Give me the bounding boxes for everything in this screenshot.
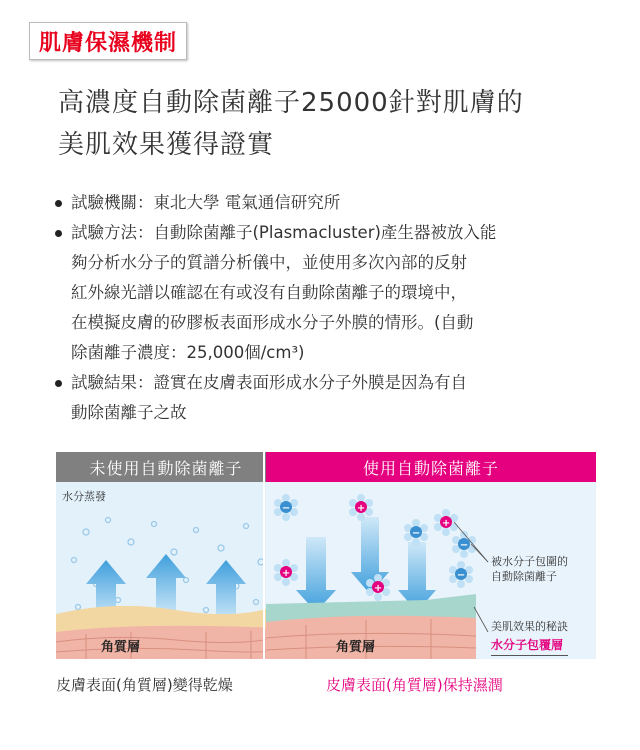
ion-cluster-icon xyxy=(404,519,428,546)
film-callout xyxy=(491,618,568,656)
ion-cluster-icon xyxy=(449,561,473,588)
bullet-line: 紅外線光譜以確認在有或沒有自動除菌離子的環境中， xyxy=(71,283,467,302)
stratum-corneum-label: 角質層 xyxy=(336,640,376,655)
bullet-dot-icon xyxy=(55,230,62,237)
panel-left-title: 未使用自動除菌離子 xyxy=(56,452,276,482)
plus-ion-symbol: + xyxy=(373,583,383,594)
bullet-line: 試驗方法：自動除菌離子(Plasmacluster)產生器被放入能 xyxy=(71,223,497,242)
panel-divider xyxy=(263,452,265,659)
arrow-up-icon xyxy=(206,560,246,622)
panel-right-illustration xyxy=(266,482,596,659)
bullet-dot-icon xyxy=(55,200,62,207)
headline-line-2: 美肌效果獲得證實 xyxy=(58,130,275,160)
headline xyxy=(58,82,618,166)
caption-dry: 皮膚表面(角質層)變得乾燥 xyxy=(56,676,233,694)
film-callout-line-1: 美肌效果的秘訣 xyxy=(491,620,568,633)
ion-callout-line-2: 自動除菌離子 xyxy=(491,570,557,583)
panel-left-illustration xyxy=(56,482,276,659)
bullet-dot-icon xyxy=(55,380,62,387)
bullet-method xyxy=(55,218,595,368)
stratum-corneum-label: 角質層 xyxy=(101,640,141,655)
ion-cluster-icon xyxy=(349,494,373,521)
dry-skin-illustration xyxy=(56,482,276,659)
minus-ion-symbol: − xyxy=(281,503,291,514)
ion-cluster-icon xyxy=(274,559,298,586)
caption-moist: 皮膚表面(角質層)保持濕潤 xyxy=(326,676,503,694)
bullet-result xyxy=(55,368,595,428)
panel-right-title: 使用自動除菌離子 xyxy=(266,452,596,482)
arrow-down-icon xyxy=(296,537,336,612)
bullet-line: 除菌離子濃度：25,000個/cm³) xyxy=(71,343,305,362)
plus-ion-symbol: + xyxy=(356,503,366,514)
water-evaporation-label: 水分蒸發 xyxy=(62,490,106,503)
bullet-line: 在模擬皮膚的矽膠板表面形成水分子外膜的情形。(自動 xyxy=(71,313,474,332)
panel-without-ions xyxy=(56,452,276,659)
headline-line-1: 高濃度自動除菌離子25000針對肌膚的 xyxy=(58,88,524,118)
bullet-line: 夠分析水分子的質譜分析儀中，並使用多次內部的反射 xyxy=(71,253,467,272)
section-tag xyxy=(29,22,187,60)
minus-ion-symbol: − xyxy=(411,528,421,539)
ion-cluster-icon xyxy=(452,531,476,558)
section-tag-text: 肌膚保濕機制 xyxy=(39,30,178,56)
ion-callout xyxy=(491,554,568,584)
bullet-line: 試驗結果：證實在皮膚表面形成水分子外膜是因為有自 xyxy=(71,373,467,392)
bullet-line: 動除菌離子之故 xyxy=(71,403,187,422)
bullet-institution xyxy=(55,188,595,218)
panel-with-ions xyxy=(266,452,596,659)
plus-ion-symbol: + xyxy=(281,568,291,579)
findings-list xyxy=(55,188,595,428)
ion-cluster-icon xyxy=(274,494,298,521)
ion-callout-line-1: 被水分子包圍的 xyxy=(491,555,568,568)
film-callout-line-2: 水分子包覆層 xyxy=(491,636,568,656)
plus-ion-symbol: + xyxy=(441,518,451,529)
minus-ion-symbol: − xyxy=(456,570,466,581)
minus-ion-symbol: − xyxy=(459,540,469,551)
bullet-line: 試驗機關：東北大學 電氣通信研究所 xyxy=(71,193,341,212)
